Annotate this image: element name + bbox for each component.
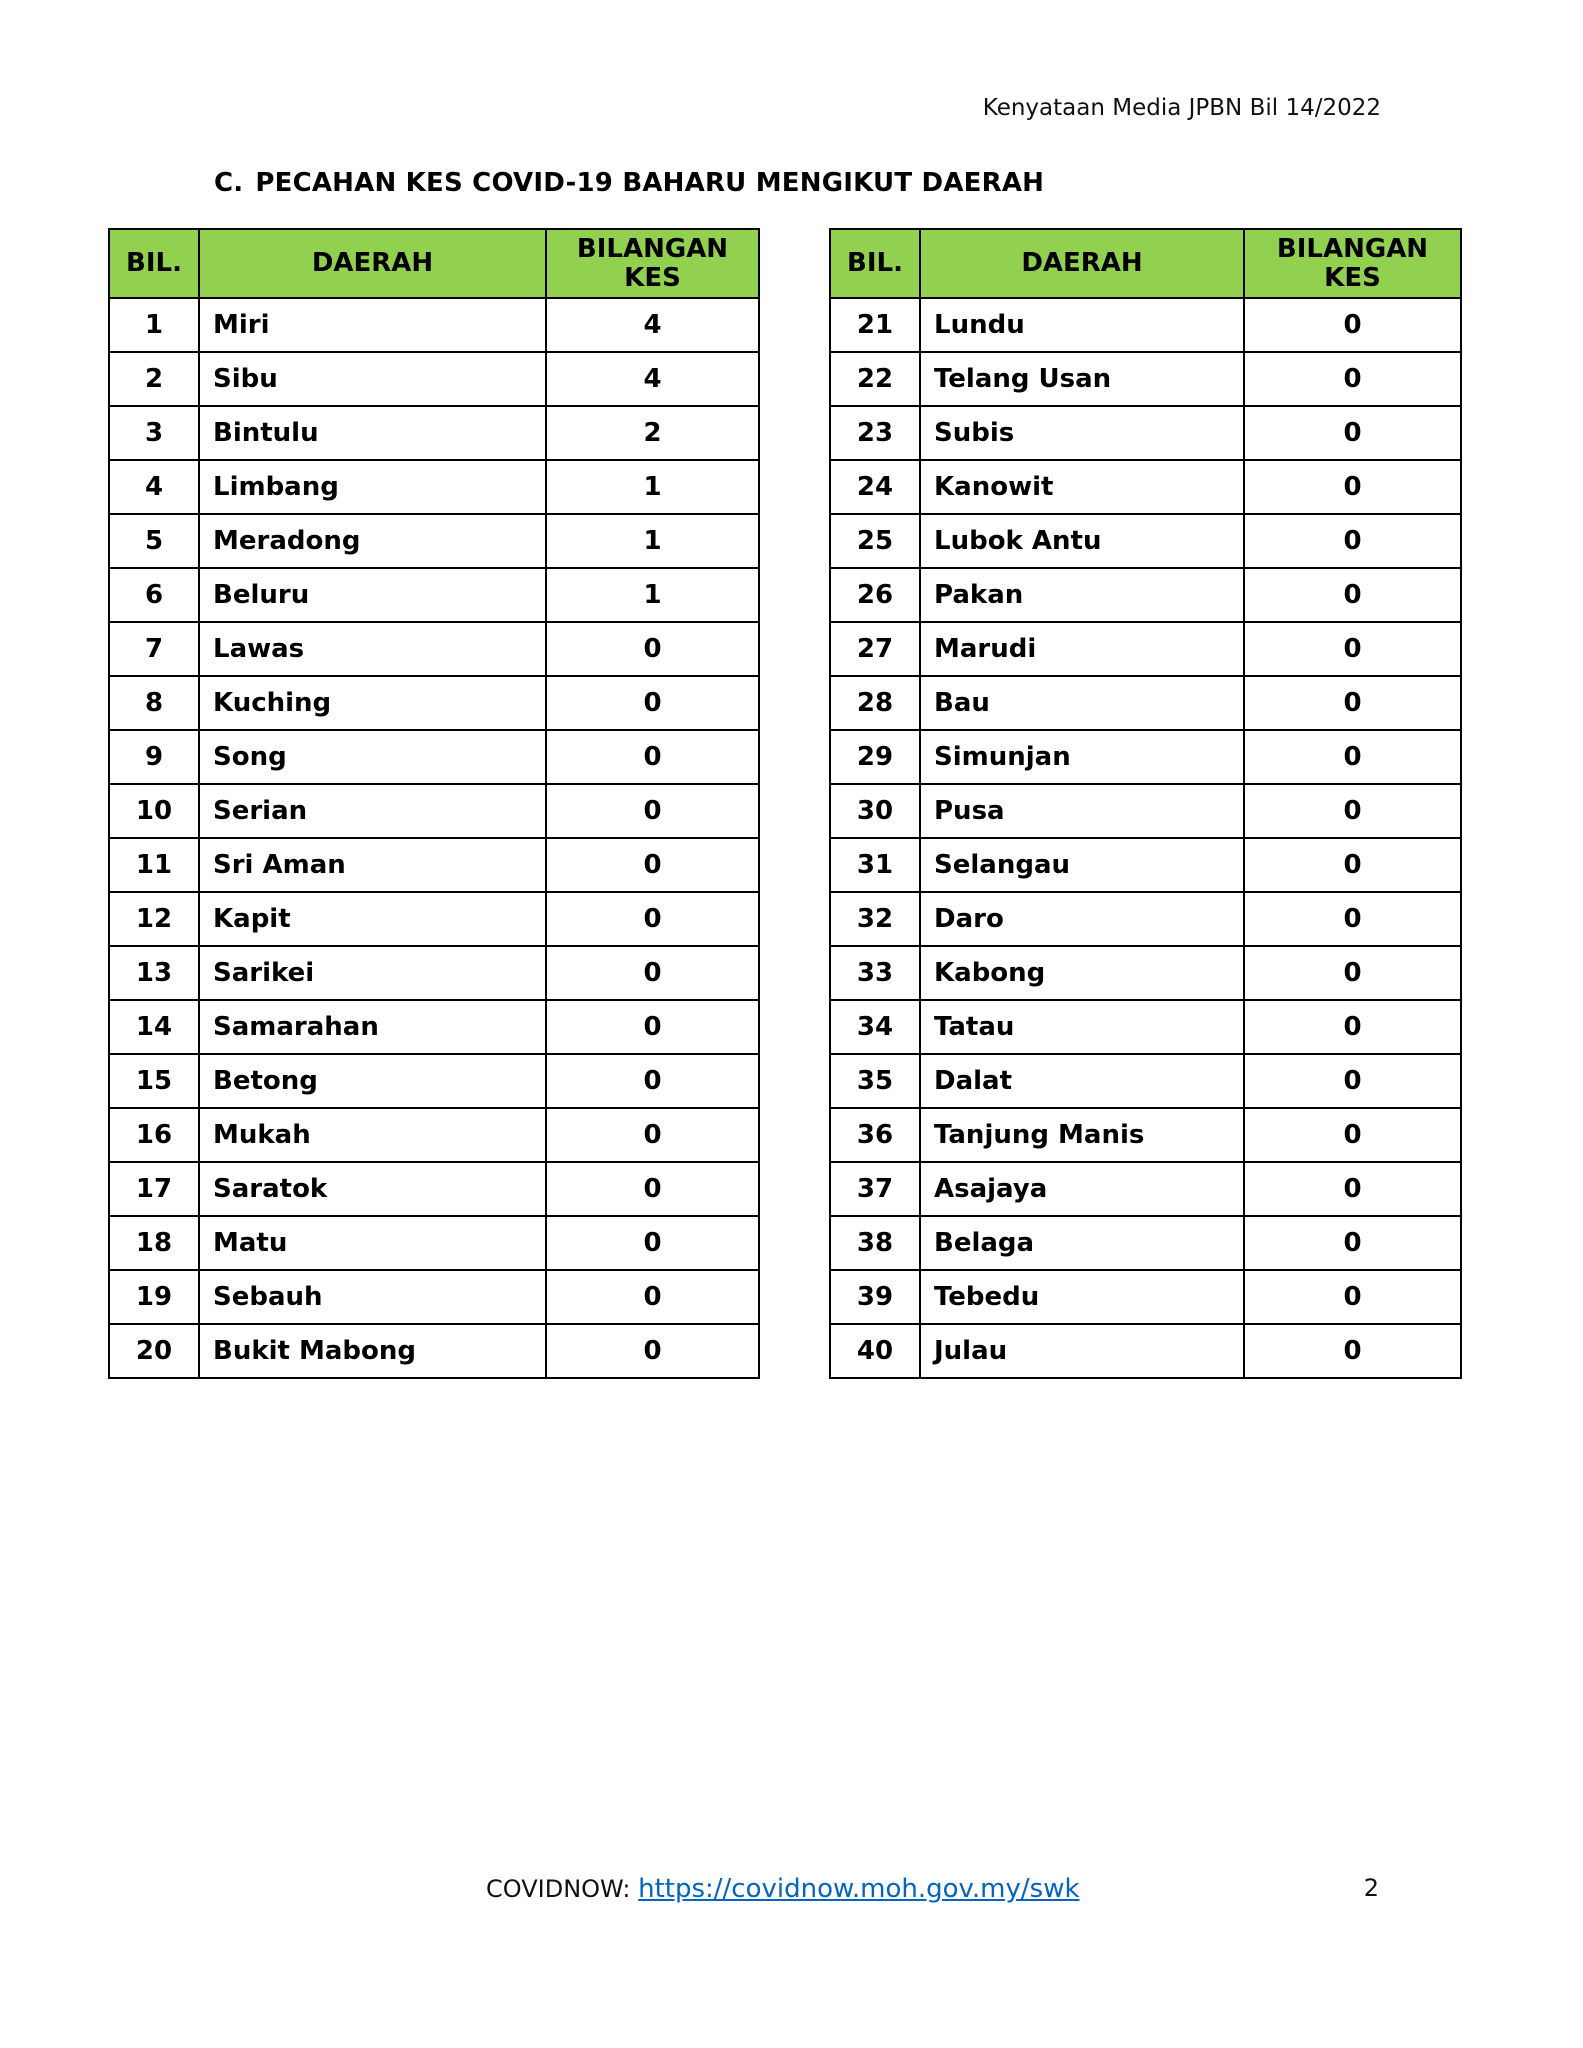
row-number: 35	[830, 1054, 920, 1108]
district-name: Limbang	[199, 460, 546, 514]
case-count: 4	[546, 352, 759, 406]
district-name: Daro	[920, 892, 1244, 946]
district-name: Tanjung Manis	[920, 1108, 1244, 1162]
table-row	[109, 460, 759, 514]
table-row	[830, 1270, 1461, 1324]
table-row	[109, 352, 759, 406]
covidnow-link[interactable]: https://covidnow.moh.gov.my/swk	[638, 1874, 1080, 1904]
table-row	[830, 406, 1461, 460]
case-count: 1	[546, 460, 759, 514]
table-row	[109, 1054, 759, 1108]
case-count: 0	[1244, 406, 1461, 460]
row-number: 28	[830, 676, 920, 730]
district-name: Dalat	[920, 1054, 1244, 1108]
district-name: Bintulu	[199, 406, 546, 460]
footer-label: COVIDNOW:	[486, 1875, 631, 1903]
column-header-daerah: DAERAH	[199, 229, 546, 298]
row-number: 29	[830, 730, 920, 784]
row-number: 21	[830, 298, 920, 352]
district-name: Miri	[199, 298, 546, 352]
case-count: 0	[1244, 1270, 1461, 1324]
row-number: 24	[830, 460, 920, 514]
case-count: 0	[1244, 676, 1461, 730]
district-name: Selangau	[920, 838, 1244, 892]
case-count: 1	[546, 514, 759, 568]
row-number: 13	[109, 946, 199, 1000]
column-header-kes: KES	[1324, 262, 1381, 293]
case-count: 0	[546, 1000, 759, 1054]
row-number: 4	[109, 460, 199, 514]
case-count: 0	[546, 1270, 759, 1324]
district-name: Marudi	[920, 622, 1244, 676]
row-number: 2	[109, 352, 199, 406]
case-count: 2	[546, 406, 759, 460]
row-number: 18	[109, 1216, 199, 1270]
row-number: 17	[109, 1162, 199, 1216]
case-count: 0	[1244, 784, 1461, 838]
row-number: 40	[830, 1324, 920, 1378]
case-count: 0	[1244, 838, 1461, 892]
case-count: 0	[546, 838, 759, 892]
row-number: 5	[109, 514, 199, 568]
row-number: 33	[830, 946, 920, 1000]
district-name: Kabong	[920, 946, 1244, 1000]
table-row	[109, 1000, 759, 1054]
district-name: Samarahan	[199, 1000, 546, 1054]
district-name: Sibu	[199, 352, 546, 406]
row-number: 8	[109, 676, 199, 730]
case-count: 0	[1244, 460, 1461, 514]
case-count: 0	[546, 1216, 759, 1270]
case-count: 0	[1244, 1108, 1461, 1162]
district-name: Julau	[920, 1324, 1244, 1378]
table-row	[830, 1324, 1461, 1378]
column-header-bilangan-kes	[1244, 229, 1461, 298]
row-number: 11	[109, 838, 199, 892]
table-row	[830, 1000, 1461, 1054]
case-count: 0	[1244, 1054, 1461, 1108]
case-count: 0	[546, 892, 759, 946]
case-count: 0	[1244, 568, 1461, 622]
case-count: 0	[546, 676, 759, 730]
table-row	[109, 946, 759, 1000]
district-name: Saratok	[199, 1162, 546, 1216]
table-row	[109, 514, 759, 568]
table-row	[109, 568, 759, 622]
district-name: Asajaya	[920, 1162, 1244, 1216]
row-number: 3	[109, 406, 199, 460]
district-name: Lubok Antu	[920, 514, 1244, 568]
table-row	[830, 892, 1461, 946]
table-row	[830, 676, 1461, 730]
row-number: 19	[109, 1270, 199, 1324]
row-number: 27	[830, 622, 920, 676]
table-row	[830, 1162, 1461, 1216]
district-name: Kanowit	[920, 460, 1244, 514]
case-count: 0	[546, 1324, 759, 1378]
table-row	[830, 460, 1461, 514]
table-row	[830, 514, 1461, 568]
table-row	[830, 622, 1461, 676]
table-row	[830, 946, 1461, 1000]
row-number: 38	[830, 1216, 920, 1270]
row-number: 1	[109, 298, 199, 352]
row-number: 32	[830, 892, 920, 946]
table-row	[830, 838, 1461, 892]
table-row	[109, 676, 759, 730]
case-count: 0	[1244, 622, 1461, 676]
case-count: 0	[546, 784, 759, 838]
table-row	[109, 1324, 759, 1378]
district-name: Kapit	[199, 892, 546, 946]
table-row	[109, 838, 759, 892]
case-count: 0	[1244, 1324, 1461, 1378]
district-name: Song	[199, 730, 546, 784]
row-number: 25	[830, 514, 920, 568]
table-header-row	[109, 229, 759, 298]
district-name: Lawas	[199, 622, 546, 676]
column-header-bilangan: BILANGAN	[1276, 233, 1429, 264]
district-name: Sebauh	[199, 1270, 546, 1324]
media-statement-reference: Kenyataan Media JPBN Bil 14/2022	[982, 95, 1381, 121]
table-row	[830, 784, 1461, 838]
row-number: 15	[109, 1054, 199, 1108]
district-name: Sri Aman	[199, 838, 546, 892]
district-name: Belaga	[920, 1216, 1244, 1270]
district-name: Pakan	[920, 568, 1244, 622]
row-number: 22	[830, 352, 920, 406]
district-name: Meradong	[199, 514, 546, 568]
case-count: 1	[546, 568, 759, 622]
column-header-bilangan: BILANGAN	[576, 233, 729, 264]
district-name: Bau	[920, 676, 1244, 730]
column-header-bil: BIL.	[830, 229, 920, 298]
page-number: 2	[1363, 1874, 1379, 1902]
row-number: 12	[109, 892, 199, 946]
district-name: Matu	[199, 1216, 546, 1270]
table-row	[830, 1108, 1461, 1162]
case-count: 0	[1244, 1162, 1461, 1216]
case-count: 0	[546, 1162, 759, 1216]
footer	[486, 1874, 1080, 1904]
section-prefix: C.	[214, 168, 244, 198]
case-count: 0	[1244, 730, 1461, 784]
table-row	[109, 1216, 759, 1270]
table-row	[109, 892, 759, 946]
case-count: 0	[1244, 514, 1461, 568]
case-count: 0	[1244, 946, 1461, 1000]
column-header-bilangan-kes	[546, 229, 759, 298]
district-table-right	[829, 228, 1462, 1379]
row-number: 9	[109, 730, 199, 784]
row-number: 34	[830, 1000, 920, 1054]
district-name: Sarikei	[199, 946, 546, 1000]
district-name: Lundu	[920, 298, 1244, 352]
table-row	[830, 1216, 1461, 1270]
case-count: 4	[546, 298, 759, 352]
row-number: 14	[109, 1000, 199, 1054]
section-title-text: PECAHAN KES COVID-19 BAHARU MENGIKUT DAERAH	[255, 168, 1045, 198]
row-number: 20	[109, 1324, 199, 1378]
district-name: Serian	[199, 784, 546, 838]
case-count: 0	[546, 946, 759, 1000]
table-row	[830, 352, 1461, 406]
case-count: 0	[546, 622, 759, 676]
case-count: 0	[1244, 892, 1461, 946]
table-row	[109, 1162, 759, 1216]
row-number: 26	[830, 568, 920, 622]
column-header-daerah: DAERAH	[920, 229, 1244, 298]
row-number: 36	[830, 1108, 920, 1162]
row-number: 30	[830, 784, 920, 838]
district-name: Tatau	[920, 1000, 1244, 1054]
table-row	[109, 406, 759, 460]
district-name: Betong	[199, 1054, 546, 1108]
district-name: Mukah	[199, 1108, 546, 1162]
column-header-kes: KES	[624, 262, 681, 293]
district-name: Subis	[920, 406, 1244, 460]
case-count: 0	[546, 1108, 759, 1162]
row-number: 10	[109, 784, 199, 838]
row-number: 16	[109, 1108, 199, 1162]
table-row	[109, 1108, 759, 1162]
case-count: 0	[1244, 352, 1461, 406]
district-name: Simunjan	[920, 730, 1244, 784]
table-row	[830, 298, 1461, 352]
section-title	[214, 168, 1044, 198]
table-row	[109, 730, 759, 784]
table-row	[830, 568, 1461, 622]
table-header-row	[830, 229, 1461, 298]
district-name: Bukit Mabong	[199, 1324, 546, 1378]
case-count: 0	[1244, 1000, 1461, 1054]
case-count: 0	[1244, 298, 1461, 352]
table-row	[109, 1270, 759, 1324]
table-row	[109, 298, 759, 352]
district-name: Tebedu	[920, 1270, 1244, 1324]
case-count: 0	[546, 1054, 759, 1108]
case-count: 0	[1244, 1216, 1461, 1270]
table-row	[109, 784, 759, 838]
row-number: 6	[109, 568, 199, 622]
district-table-left	[108, 228, 760, 1379]
row-number: 37	[830, 1162, 920, 1216]
row-number: 39	[830, 1270, 920, 1324]
row-number: 23	[830, 406, 920, 460]
district-name: Beluru	[199, 568, 546, 622]
table-row	[830, 730, 1461, 784]
table-row	[109, 622, 759, 676]
row-number: 7	[109, 622, 199, 676]
table-row	[830, 1054, 1461, 1108]
case-count: 0	[546, 730, 759, 784]
district-name: Pusa	[920, 784, 1244, 838]
row-number: 31	[830, 838, 920, 892]
district-name: Kuching	[199, 676, 546, 730]
district-name: Telang Usan	[920, 352, 1244, 406]
column-header-bil: BIL.	[109, 229, 199, 298]
